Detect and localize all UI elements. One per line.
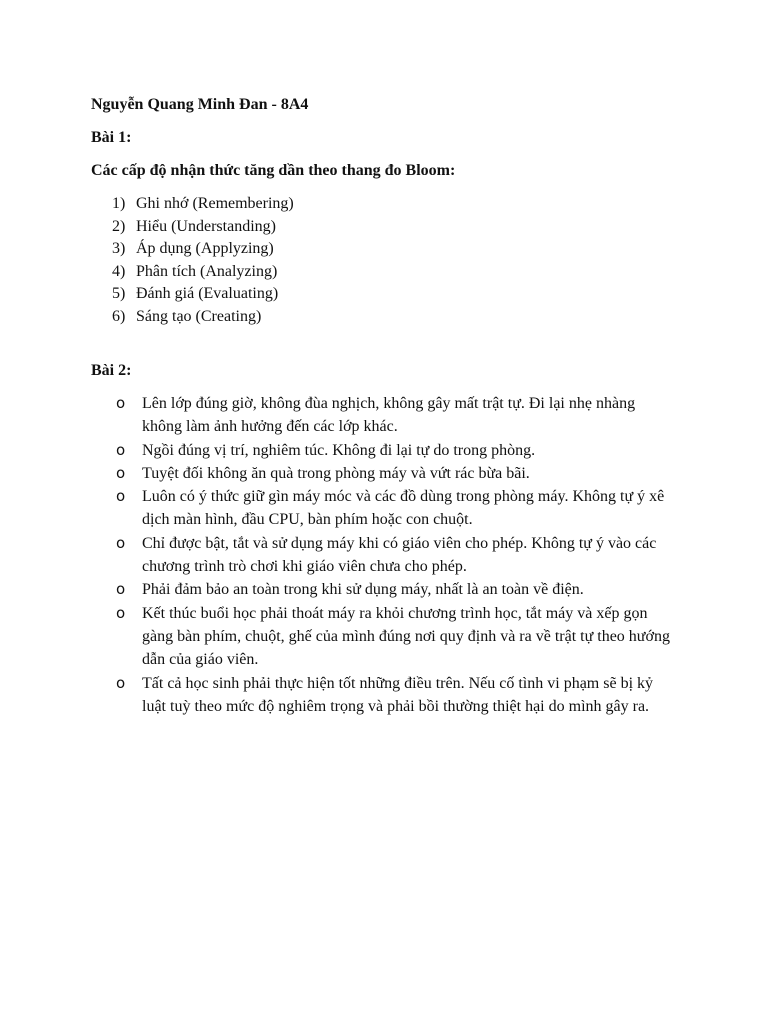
bloom-title: Các cấp độ nhận thức tăng dần theo thang đo Bloom:	[91, 162, 456, 179]
rule-text: Chỉ được bật, tắt và sử dụng máy khi có giáo viên cho phép. Không tự ý vào các chương trình trò chơi khi giáo viên chưa cho phép.	[142, 534, 657, 576]
rule-text: Ngồi đúng vị trí, nghiêm túc. Không đi lại tự do trong phòng.	[142, 441, 536, 459]
list-number: 4)	[112, 262, 126, 280]
bullet-icon: o	[116, 440, 126, 459]
bullet-icon: o	[116, 463, 126, 482]
exercise-1-heading: Bài 1:	[91, 129, 132, 146]
list-item-text: Sáng tạo (Creating)	[136, 307, 262, 325]
list-item	[112, 193, 294, 216]
rule-text: Kết thúc buổi học phải thoát máy ra khỏi chương trình học, tắt máy và xếp gọn gàng bàn phím, chuột, ghế của mình đúng nơi quy định và ra về trật tự theo hướng dẫn của giáo viên.	[142, 604, 670, 669]
list-item-text: Phân tích (Analyzing)	[136, 262, 278, 280]
list-item	[116, 672, 676, 719]
list-number: 5)	[112, 285, 126, 303]
rule-text: Phải đảm bảo an toàn trong khi sử dụng máy, nhất là an toàn về điện.	[142, 581, 584, 599]
author-line: Nguyễn Quang Minh Đan - 8A4	[91, 96, 309, 113]
list-item	[112, 216, 294, 239]
bloom-levels-list	[112, 193, 294, 329]
bullet-icon: o	[116, 394, 126, 412]
list-item	[116, 578, 676, 601]
list-item-text: Đánh giá (Evaluating)	[136, 285, 279, 303]
computer-lab-rules-list	[116, 392, 676, 718]
list-item-text: Áp dụng (Applyzing)	[136, 240, 274, 258]
list-item	[116, 485, 676, 532]
list-item	[116, 532, 676, 579]
list-item	[112, 306, 294, 329]
bullet-icon: o	[116, 487, 126, 506]
bullet-icon: o	[116, 603, 126, 622]
list-number: 2)	[112, 217, 126, 235]
bullet-icon: o	[116, 533, 126, 552]
list-item	[112, 238, 294, 261]
rule-text: Tuyệt đối không ăn quà trong phòng máy và vứt rác bừa bãi.	[142, 464, 530, 482]
exercise-2-heading: Bài 2:	[91, 362, 132, 379]
list-number: 1)	[112, 195, 126, 212]
list-number: 6)	[112, 307, 126, 325]
list-item	[116, 462, 676, 485]
list-item	[116, 439, 676, 462]
list-item-text: Hiểu (Understanding)	[136, 217, 276, 235]
rule-text: Lên lớp đúng giờ, không đùa nghịch, không gây mất trật tự. Đi lại nhẹ nhàng không làm ảnh hưởng đến các lớp khác.	[142, 395, 636, 436]
list-item	[116, 392, 676, 439]
list-number: 3)	[112, 240, 126, 258]
rule-text: Luôn có ý thức giữ gìn máy móc và các đồ dùng trong phòng máy. Không tự ý xê dịch màn hình, đầu CPU, bàn phím hoặc con chuột.	[142, 488, 665, 529]
bullet-icon: o	[116, 673, 126, 692]
rule-text: Tất cả học sinh phải thực hiện tốt những điều trên. Nếu cố tình vi phạm sẽ bị kỷ luật tuỳ theo mức độ nghiêm trọng và phải bồi thường thiệt hại do mình gây ra.	[142, 674, 654, 715]
list-item	[112, 283, 294, 306]
bullet-icon: o	[116, 580, 126, 599]
list-item	[116, 602, 676, 672]
list-item-text: Ghi nhớ (Remembering)	[136, 195, 294, 212]
list-item	[112, 261, 294, 284]
